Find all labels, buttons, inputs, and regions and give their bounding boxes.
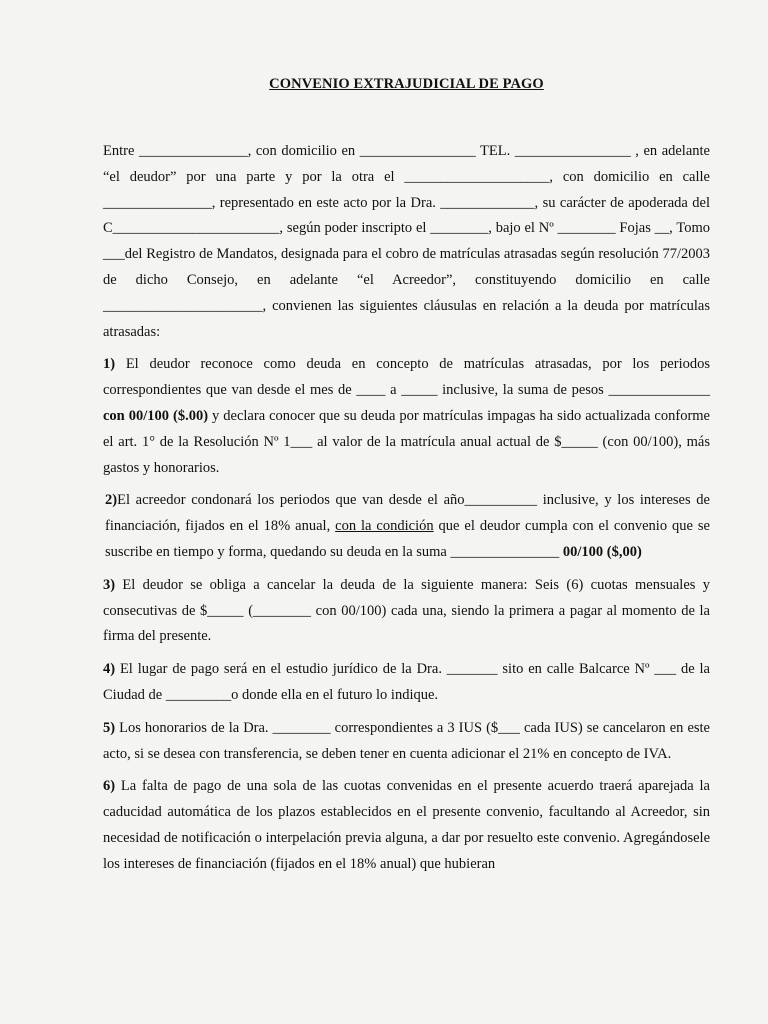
clause-text: El deudor se obliga a cancelar la deuda de la siguiente manera: Seis (6) cuotas mensuales y consecutivas de $_____ (________ con 00/100) cada una, siendo la primera a pagar al momento de la firma del presente.	[103, 576, 710, 645]
clause-4	[103, 657, 710, 709]
clause-text: Los honorarios de la Dra. ________ correspondientes a 3 IUS ($___ cada IUS) se cancelaron en este acto, si se desea con transferencia, se deben tener en cuenta adicionar el 21% en concepto de IVA.	[103, 719, 710, 762]
clause-5	[103, 716, 710, 768]
clause-text: y declara conocer que su deuda por matrículas impagas ha sido actualizada conforme el art. 1° de la Resolución Nº 1___ al valor de la matrícula anual actual de $_____ (con 00/100), más gastos y honorarios.	[103, 407, 710, 476]
clause-text: La falta de pago de una sola de las cuotas convenidas en el presente acuerdo traerá aparejada la caducidad automática de los plazos establecidos en el presente convenio, facultando al Acreedor, sin necesidad de notificación o interpelación previa alguna, a dar por resuelto este convenio. Agregándosele los intereses de financiación (fijados en el 18% anual) que hubieran	[103, 778, 710, 872]
clause-number: 6)	[103, 778, 116, 795]
clause-number: 3)	[103, 576, 116, 593]
clause-amount: 00/100 ($,00)	[562, 543, 642, 560]
clause-number: 4)	[103, 661, 116, 678]
clause-6	[103, 774, 710, 877]
intro-paragraph: Entre _______________, con domicilio en ________________ TEL. ________________ , en adelante “el deudor” por una parte y por la otra el ____________________, con domicilio en calle _______________, representado en este acto por la Dra. _____________, su carácter de apoderada del C_______________________, según poder inscripto el ________, bajo el Nº ________ Fojas __, Tomo ___del Registro de Mandatos, designada para el cobro de matrículas atrasadas según resolución 77/2003 de dicho Consejo, en adelante “el Acreedor”, constituyendo domicilio en calle ______________________, convienen las siguientes cláusulas en relación a la deuda por matrículas atrasadas:	[103, 143, 710, 340]
clause-number: 1)	[103, 356, 116, 373]
clause-text: El lugar de pago será en el estudio jurídico de la Dra. _______ sito en calle Balcarce Nº ___ de la Ciudad de _________o donde ella en el futuro lo indique.	[103, 661, 710, 703]
clause-amount: con 00/100 ($.00)	[103, 407, 209, 424]
clause-underlined-text: con la condición	[335, 518, 434, 535]
clause-text: El acreedor condonará los periodos que van desde el año__________ inclusive, y los intereses de financiación, fijados en el 18% anual,	[105, 492, 710, 535]
clause-text: El deudor reconoce como deuda en concepto de matrículas atrasadas, por los periodos correspondientes que van desde el mes de ____ a _____ inclusive, la suma de pesos ______________	[103, 356, 710, 399]
clause-2	[103, 488, 710, 565]
clause-text: que el deudor cumpla con el convenio que se suscribe en tiempo y forma, quedando su deuda en la suma _______________	[105, 518, 710, 560]
clause-number: 2)	[105, 492, 118, 509]
clause-3	[103, 573, 710, 650]
clause-1	[103, 352, 710, 481]
clause-number: 5)	[103, 719, 116, 736]
document-title: CONVENIO EXTRAJUDICIAL DE PAGO	[269, 76, 544, 92]
